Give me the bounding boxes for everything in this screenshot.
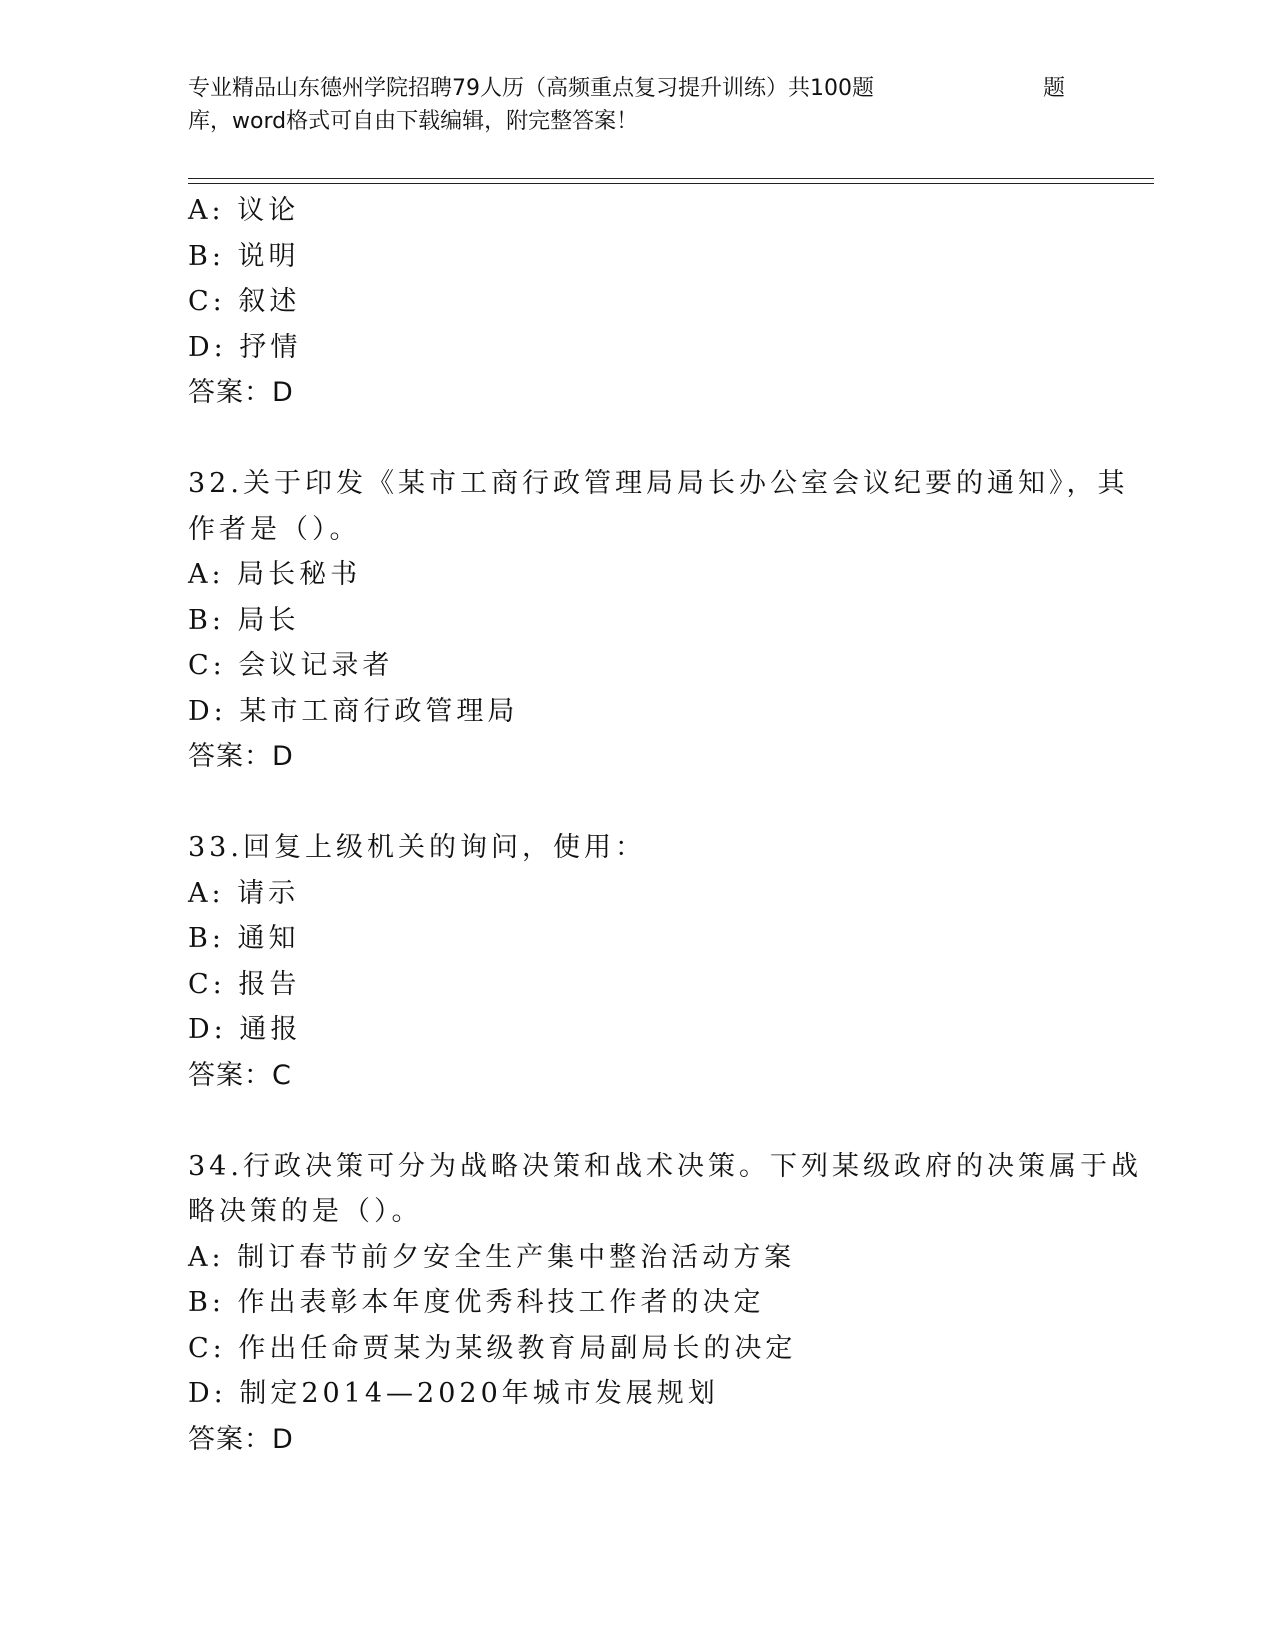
question-block-32 — [188, 461, 1129, 780]
option-a: A: 议论 — [188, 195, 300, 226]
question-stem: 32.关于印发《某市工商行政管理局局长办公室会议纪要的通知》，其 — [188, 468, 1129, 499]
document-header — [188, 72, 1068, 138]
option-b: B: 说明 — [188, 240, 300, 272]
question-stem: 略决策的是（）。 — [188, 1196, 423, 1227]
option-d: D: 制定2014—2020年城市发展规划 — [188, 1378, 719, 1409]
header-line-2: 库，word格式可自由下载编辑，附完整答案！ — [188, 109, 639, 134]
spacer — [188, 1098, 1088, 1144]
header-line-1-tail: 题 — [1043, 76, 1066, 101]
option-c: C: 叙述 — [188, 286, 301, 317]
option-b: B: 通知 — [188, 923, 300, 954]
spacer — [188, 780, 1088, 826]
header-line-1: 专业精品山东德州学院招聘79人历（高频重点复习提升训练）共100题 — [188, 76, 874, 101]
question-block-33 — [188, 825, 1088, 1098]
question-stem: 作者是（）。 — [188, 513, 361, 545]
question-block-34 — [188, 1144, 1142, 1463]
option-d: D: 抒情 — [188, 331, 302, 363]
answer-line: 答案：D — [188, 377, 294, 408]
answer-line: 答案：D — [188, 741, 294, 772]
answer-line: 答案：D — [188, 1423, 294, 1455]
header-divider-bottom — [188, 183, 1154, 184]
question-stem: 33.回复上级机关的询问，使用： — [188, 832, 646, 863]
option-a: A: 制订春节前夕安全生产集中整治活动方案 — [188, 1241, 796, 1273]
question-stem: 34.行政决策可分为战略决策和战术决策。下列某级政府的决策属于战 — [188, 1150, 1142, 1182]
header-divider-top — [188, 178, 1154, 179]
option-a: A: 局长秘书 — [188, 559, 362, 590]
option-c: C: 报告 — [188, 968, 301, 1000]
question-block-31 — [188, 188, 1088, 416]
option-d: D: 通报 — [188, 1014, 302, 1045]
option-b: B: 局长 — [188, 604, 300, 636]
spacer — [188, 416, 1088, 462]
option-d: D: 某市工商行政管理局 — [188, 695, 519, 727]
question-list — [188, 188, 1142, 1462]
option-c: C: 作出任命贾某为某级教育局副局长的决定 — [188, 1332, 797, 1364]
option-a: A: 请示 — [188, 877, 300, 909]
option-b: B: 作出表彰本年度优秀科技工作者的决定 — [188, 1287, 765, 1318]
option-c: C: 会议记录者 — [188, 650, 394, 681]
answer-line: 答案：C — [188, 1059, 292, 1091]
